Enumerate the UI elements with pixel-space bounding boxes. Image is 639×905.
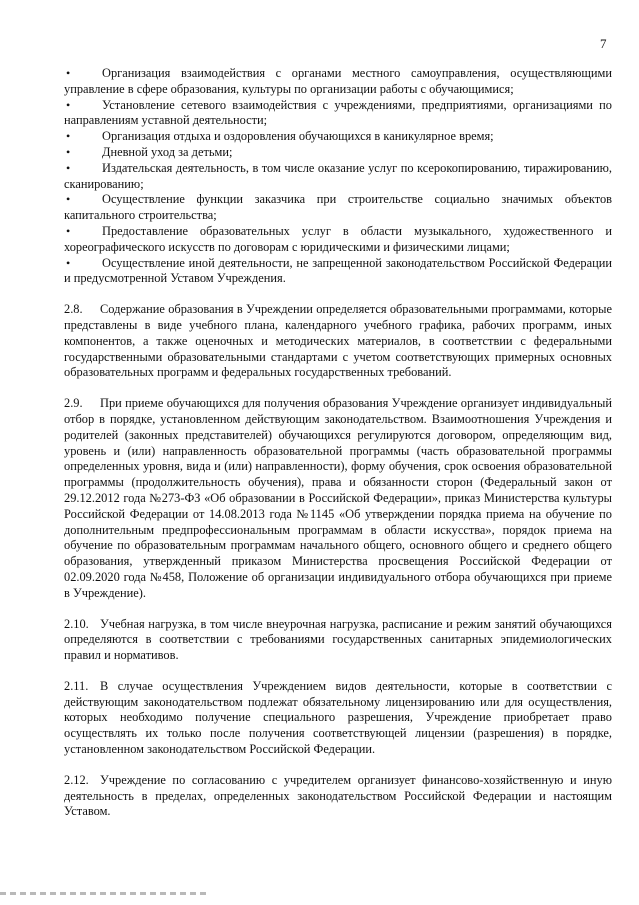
bullet-icon: • — [66, 223, 71, 238]
list-item — [64, 98, 612, 130]
list-item-text: Организация отдыха и оздоровления обучающихся в каникулярное время; — [102, 129, 494, 144]
bullet-icon: • — [66, 129, 71, 144]
list-item — [64, 161, 612, 193]
section-2-10 — [64, 617, 612, 664]
list-item-text: Осуществление иной деятельности, не запрещенной законодательством Российской Федерации и предусмотренной Уставом Учреждения. — [64, 255, 612, 286]
scan-artifact — [0, 892, 210, 895]
section-2-12 — [64, 773, 612, 820]
section-number: 2.11. — [64, 678, 89, 693]
section-2-8 — [64, 302, 612, 381]
list-item — [64, 256, 612, 288]
section-text: Учебная нагрузка, в том числе внеурочная нагрузка, расписание и режим занятий обучающихся определяются в соответствии с требованиями государственных санитарных эпидемиологических правил и нормативов. — [64, 616, 612, 663]
list-item-text: Издательская деятельность, в том числе оказание услуг по ксерокопированию, тиражированию, сканированию; — [64, 160, 612, 191]
bullet-icon: • — [66, 160, 71, 175]
list-item-text: Организация взаимодействия с органами местного самоуправления, осуществляющими управление в сфере образования, культуры по организации работы с обучающимися; — [64, 66, 612, 96]
section-number: 2.9. — [64, 396, 83, 411]
bullet-icon: • — [66, 144, 71, 159]
section-text: При приеме обучающихся для получения образования Учреждение организует индивидуальный отбор в порядке, установленном действующим законодательством. Взаимоотношения Учреждения и родителей (законных представителей) обучающихся регулируются договором, определяющим вид, уровень и (или) направленность образовательной программы (часть образовательной программы определенных уровня, вида и (или) направленности), форму обучения, срок освоения образовательной программы (продолжительность обучения), права и обязанности сторон (Федеральный закон от 29.12.2012 года №273-ФЗ «Об образовании в Российской Федерации», приказ Министерства культуры Российской Федерации от 14.08.2013 года №1145 «Об утверждении порядка приема на обучение по дополнительным предпрофессиональным программам в области искусства», порядок приема на обучение по образовательным программам начального общего, основного общего и среднего общего образования, утвержденный приказом Министерства просвещения Российской Федерации от 02.09.2020 года №458, Положение об организации индивидуального отбора обучающихся при приеме в Учреждение). — [64, 396, 612, 600]
section-number: 2.12. — [64, 772, 89, 787]
page-number: 7 — [600, 36, 607, 51]
section-text: Содержание образования в Учреждении определяется образовательными программами, которые представлены в виде учебного плана, календарного учебного графика, рабочих программ, иных компонентов, а также оценочных и методических материалов, в соответствии с федеральными государственными образовательными стандартами с учетом соответствующих примерных основных образовательных программ и федеральных государственных требований. — [64, 302, 612, 380]
list-item — [64, 66, 612, 98]
section-2-9 — [64, 396, 612, 601]
activity-list — [64, 66, 612, 287]
list-item-text: Предоставление образовательных услуг в области музыкального, художественного и хореографического искусств по договорам с юридическими и физическими лицами; — [64, 223, 612, 254]
list-item — [64, 145, 612, 161]
section-number: 2.10. — [64, 616, 89, 631]
list-item-text: Осуществление функции заказчика при строительстве социально значимых объектов капитального строительства; — [64, 192, 612, 223]
list-item — [64, 224, 612, 256]
list-item-text: Дневной уход за детьми; — [102, 144, 233, 159]
list-item — [64, 129, 612, 145]
section-number: 2.8. — [64, 302, 83, 317]
list-item — [64, 192, 612, 224]
section-text: Учреждение по согласованию с учредителем организует финансово-хозяйственную и иную деятельность в пределах, определенных законодательством Российской Федерации и настоящим Уставом. — [64, 772, 612, 819]
bullet-icon: • — [66, 66, 71, 80]
section-text: В случае осуществления Учреждением видов деятельности, которые в соответствии с действующим законодательством подлежат обязательному лицензированию или для осуществления, которых необходимо получение специального разрешения, Учреждение приобретает право осуществлять их только после получения соответствующей лицензии (разрешения) в порядке, установленном законодательством Российской Федерации. — [64, 678, 612, 757]
bullet-icon: • — [66, 97, 71, 112]
section-2-11 — [64, 679, 612, 758]
document-body — [64, 66, 612, 820]
bullet-icon: • — [66, 192, 71, 207]
list-item-text: Установление сетевого взаимодействия с учреждениями, предприятиями, организациями по направлениям уставной деятельности; — [64, 97, 612, 128]
bullet-icon: • — [66, 255, 71, 270]
